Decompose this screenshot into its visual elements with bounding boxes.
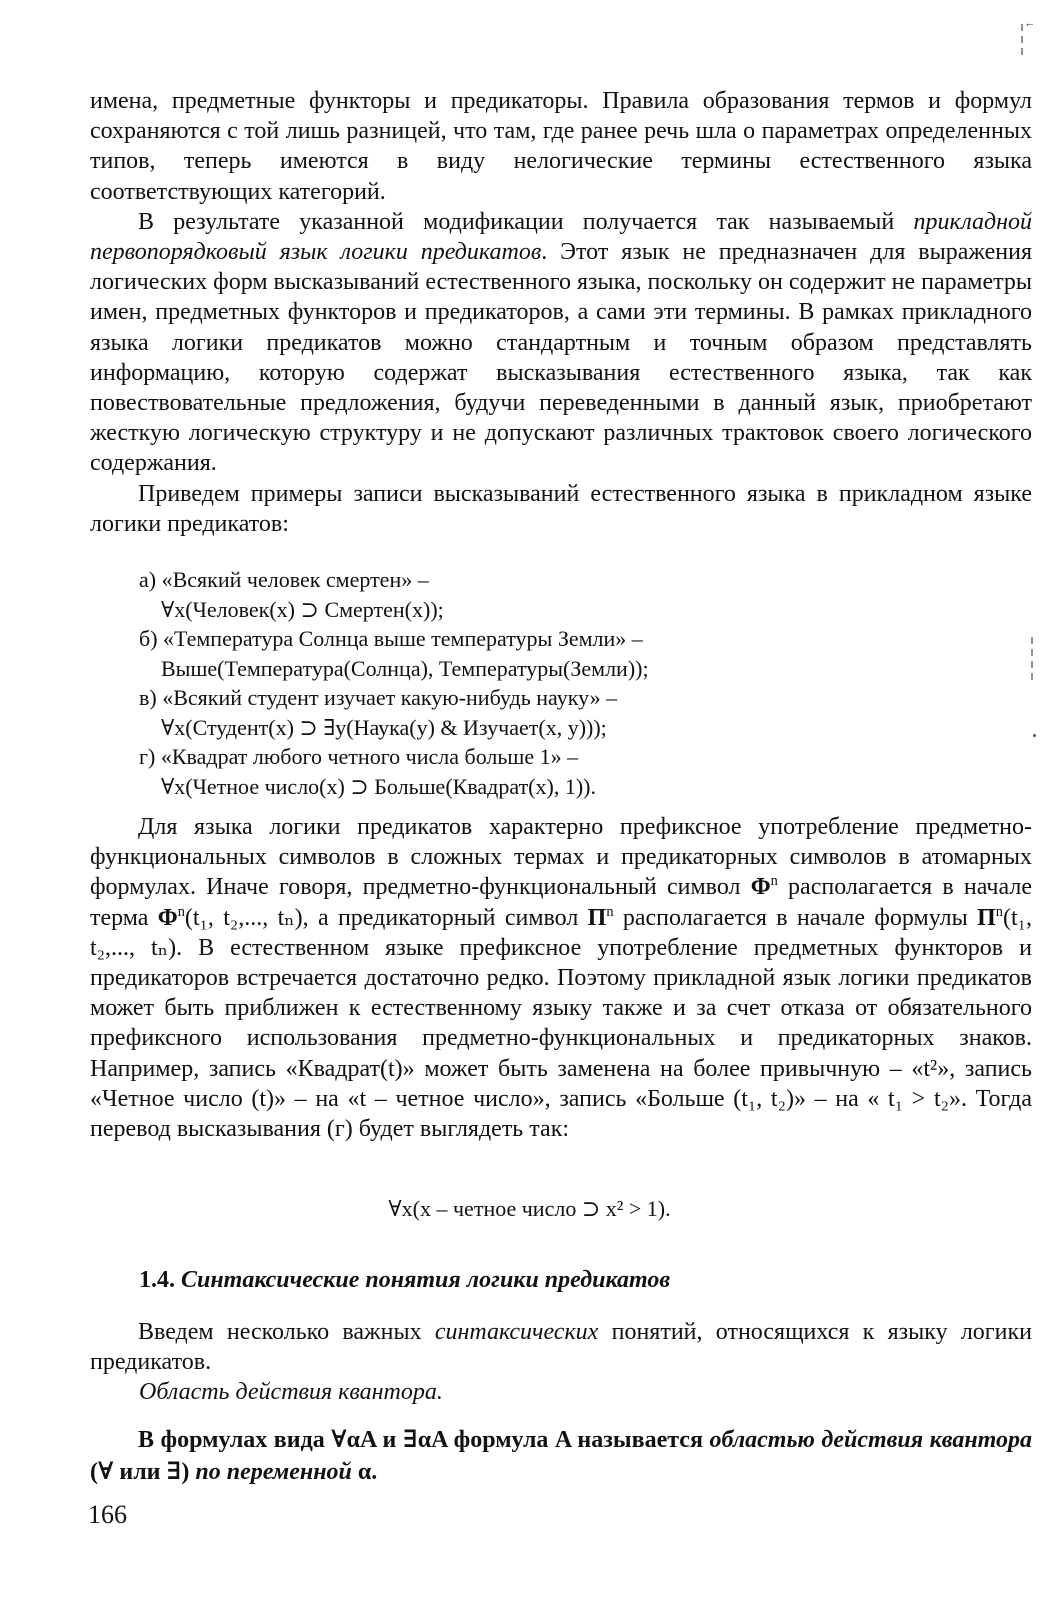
page-number: 166: [88, 1500, 127, 1529]
margin-scan-mark: ↓ ‖‖‖: [1016, 22, 1036, 58]
text-block-top: [90, 86, 1032, 539]
example-d-formula: ∀x(Четное число(x) ⊃ Больше(Квадрат(x), 1)).: [161, 773, 596, 799]
margin-scan-mark: ‖‖‖‖: [1026, 635, 1038, 683]
example-a-formula: ∀x(Человек(x) ⊃ Смертен(x));: [161, 596, 444, 622]
paragraph-3: Приведем примеры записи высказываний естественного языка в прикладном языке логики предикатов:: [90, 480, 1032, 537]
subheading: Область действия квантора.: [139, 1379, 443, 1405]
paragraph-4: Для языка логики предикатов характерно префиксное употребление предметно-функциональных символов в сложных термах и предикаторных символов в атомарных формулах. Иначе говоря, предметно-функциональный символ $\Phi^n$ располагается в начале терма $\Phi^n(t_1$, t₂,..., tₙ), а предикаторный символ $\Pi^n$ располагается в начале формулы $\Pi^n(t_1$, t₂,..., tₙ). В естественном языке префиксное употребление предметных функторов и предикаторов встречается достаточно редко. Поэтому прикладной язык логики предикатов может быть приближен к естественному языку также и за счет отказа от обязательного префиксного использования предметно-функциональных и предикаторных знаков. Например, запись «Квадрат(t)» может быть заменена на более привычную – «t²», запись «Четное число (t)» – на «t – четное число», запись «Больше (t₁, t₂)» – на « t₁ > t₂». Тогда перевод высказывания (г) будет выглядеть так:: [90, 814, 1033, 1143]
paragraph-1: имена, предметные функторы и предикаторы. Правила образования термов и формул сохраняются с той лишь разницей, что там, где ранее речь шла о параметрах определенных типов, теперь имеются в виду нелогические термины естественного языка соответствующих категорий.: [90, 88, 1032, 205]
example-c-sentence: в) «Всякий студент изучает какую-нибудь науку» –: [139, 685, 618, 710]
examples-list: [139, 565, 1019, 801]
text-block-section: [90, 1317, 1032, 1377]
example-d-sentence: г) «Квадрат любого четного числа больше 1» –: [139, 744, 579, 769]
example-a-sentence: а) «Всякий человек смертен» –: [139, 567, 429, 592]
section-heading: 1.4. Синтаксические понятия логики предикатов: [139, 1267, 671, 1293]
text-block-middle: [90, 812, 1032, 1144]
centered-formula: ∀x(x – четное число ⊃ x² > 1).: [388, 1196, 671, 1221]
example-c-formula: ∀x(Студент(x) ⊃ ∃y(Наука(y) & Изучает(x, y)));: [161, 714, 607, 740]
term-applied-language: прикладной первопорядковый язык логики предикатов: [90, 208, 1032, 266]
paragraph-5: Введем несколько важных синтаксических понятий, относящихся к языку логики предикатов.: [90, 1319, 1032, 1376]
margin-dot: [1033, 734, 1036, 737]
example-b-formula: Выше(Температура(Солнца), Температуры(Земли));: [161, 655, 649, 681]
definition: В формулах вида ∀αA и ∃αA формула A называется областью действия квантора (∀ или ∃) по переменной α.: [90, 1427, 1032, 1485]
paragraph-2: В результате указанной модификации получается так называемый прикладной первопорядковый язык логики предикатов. Этот язык не предназначен для выражения логических форм высказываний естественного языка, поскольку он содержит не параметры имен, предметных функторов и предикаторов, а сами эти термины. В рамках прикладного языка логики предикатов можно стандартным и точным образом представлять информацию, которую содержат высказывания естественного языка, так как повествовательные предложения, будучи переведенными в данный язык, приобретают жесткую логическую структуру и не допускают различных трактовок своего логического содержания.: [90, 208, 1032, 477]
example-b-sentence: б) «Температура Солнца выше температуры Земли» –: [139, 626, 643, 651]
